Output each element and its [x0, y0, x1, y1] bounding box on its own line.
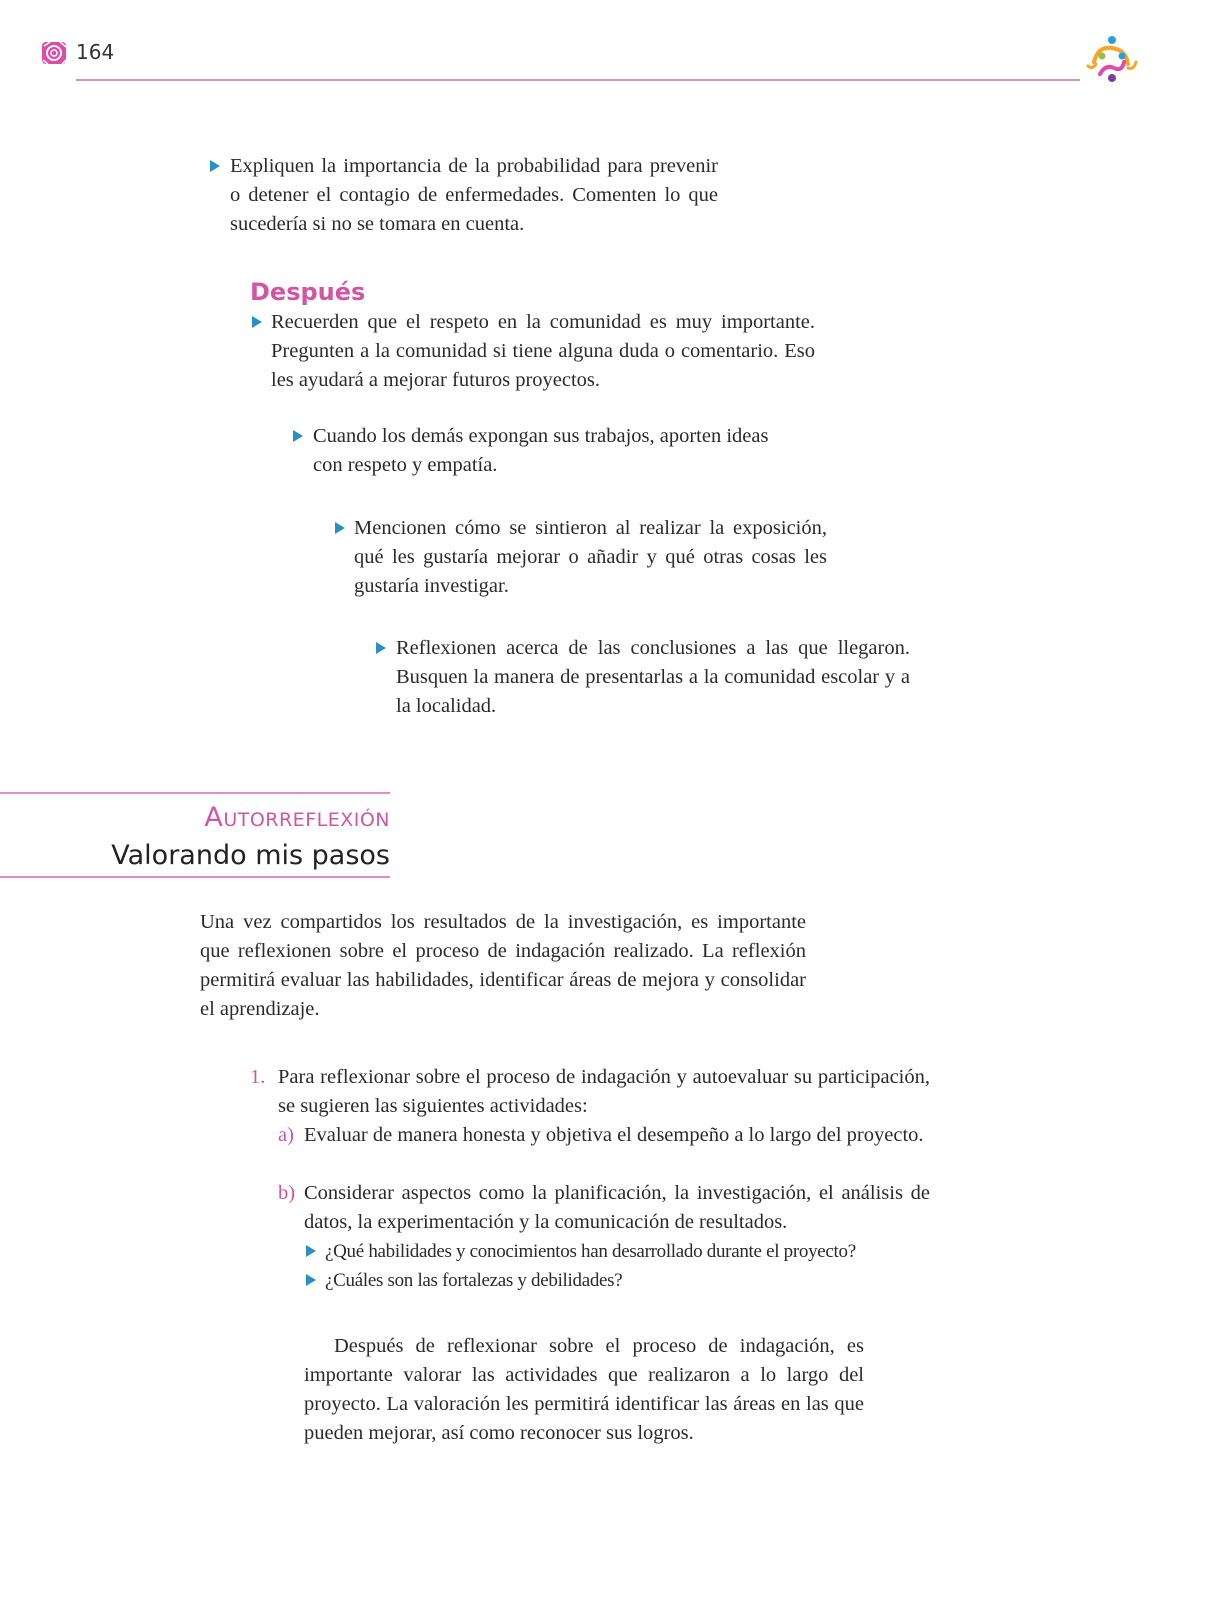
bullet-marker-icon	[210, 160, 220, 172]
paragraph-probabilidad: Expliquen la importancia de la probabilidad para prevenir o detener el contagio de enfermedades. Comenten lo que sucedería si no se tomara en cuenta.	[230, 155, 718, 235]
paragraph-conclusiones: Reflexionen acerca de las conclusiones a las que llegaron. Busquen la manera de presentarlas a la comunidad escolar y a la localidad.	[396, 637, 910, 717]
list-letter-b: b)	[278, 1182, 296, 1204]
list-letter-a: a)	[278, 1124, 294, 1146]
question-fortalezas: ¿Cuáles son las fortalezas y debilidades?	[325, 1270, 623, 1291]
despues-heading: Después	[250, 278, 366, 306]
page-number: 164	[76, 40, 115, 64]
intro-paragraph: Una vez compartidos los resultados de la investigación, es importante que reflexionen sobre el proceso de indagación realizado. La reflexión permitirá evaluar las habilidades, identificar áreas de mejora y consolidar el aprendizaje.	[200, 911, 806, 1020]
paragraph-exponer: Cuando los demás expongan sus trabajos, aporten ideas con respeto y empatía.	[313, 425, 769, 476]
section-top-rule	[0, 792, 390, 794]
section-bottom-rule	[0, 876, 390, 878]
paragraph-exposicion: Mencionen cómo se sintieron al realizar la exposición, qué les gustaría mejorar o añadir y qué otras cosas les gustaría investigar.	[354, 517, 827, 597]
program-logo-icon	[1084, 34, 1140, 86]
list-number-1: 1.	[250, 1066, 266, 1088]
bullet-marker-icon	[376, 642, 386, 654]
bullet-marker-icon	[252, 316, 262, 328]
header-rule	[76, 79, 1080, 81]
section-subtitle: Valorando mis pasos	[111, 840, 390, 871]
bullet-marker-icon	[335, 522, 345, 534]
bullet-marker-icon	[306, 1274, 316, 1286]
question-habilidades: ¿Qué habilidades y conocimientos han desarrollado durante el proyecto?	[325, 1241, 856, 1262]
page-corner-ornament-icon	[40, 38, 70, 68]
section-title: Autorreflexión	[204, 802, 390, 833]
list-item-b: Considerar aspectos como la planificación, la investigación, el análisis de datos, la experimentación y la comunicación de resultados.	[304, 1182, 930, 1233]
list-item-1: Para reflexionar sobre el proceso de indagación y autoevaluar su participación, se sugieren las siguientes actividades:	[278, 1066, 930, 1117]
list-item-a: Evaluar de manera honesta y objetiva el desempeño a lo largo del proyecto.	[304, 1124, 924, 1146]
closing-paragraph: Después de reflexionar sobre el proceso de indagación, es importante valorar las actividades que realizaron a lo largo del proyecto. La valoración les permitirá identificar las áreas en las que pueden mejorar, así como reconocer sus logros.	[304, 1335, 864, 1444]
bullet-marker-icon	[306, 1245, 316, 1257]
bullet-marker-icon	[293, 430, 303, 442]
paragraph-respeto: Recuerden que el respeto en la comunidad es muy importante. Pregunten a la comunidad si tiene alguna duda o comentario. Eso les ayudará a mejorar futuros proyectos.	[271, 311, 815, 391]
